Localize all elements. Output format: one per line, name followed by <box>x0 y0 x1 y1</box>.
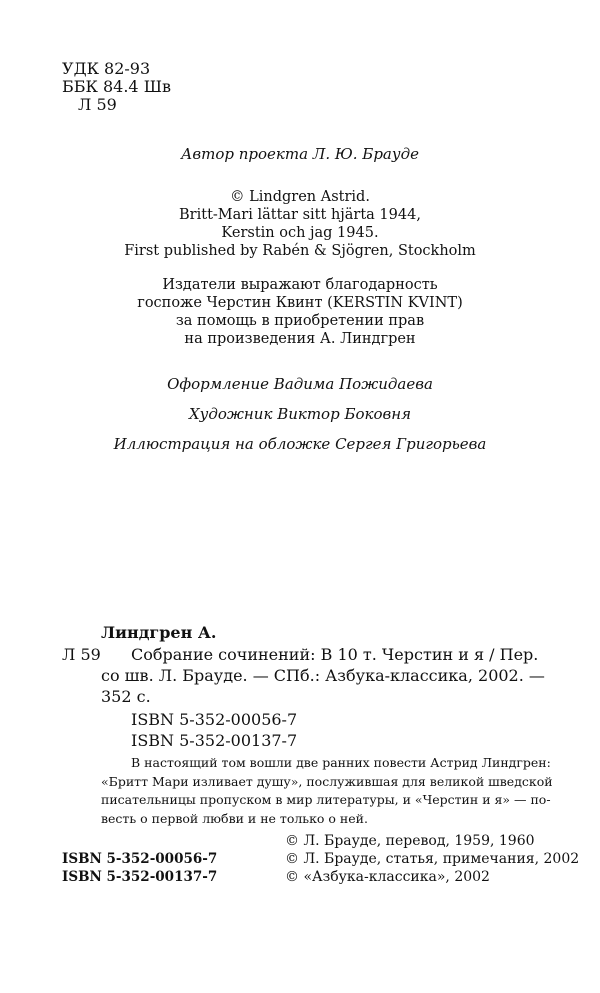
catalog-entry-line: со шв. Л. Брауде. — СПб.: Азбука-классика, 2002. — <box>101 666 545 685</box>
acknowledgement-block <box>0 276 600 348</box>
annotation-line: «Бритт Мари изливает душу», послужившая для великой шведской <box>101 773 553 789</box>
author-mark: Л 59 <box>78 95 117 114</box>
bottom-copyright-block <box>285 832 579 886</box>
copyright-line: © Л. Брауде, перевод, 1959, 1960 <box>285 833 535 849</box>
copyright-original-line: Britt-Mari lättar sitt hjärta 1944, <box>179 207 421 223</box>
catalog-entry-line: 352 с. <box>101 687 151 706</box>
acknowledgement-line: Издатели выражают благодарность <box>162 277 438 293</box>
catalog-entry-line: Собрание сочинений: В 10 т. Черстин и я / Пер. <box>131 645 539 664</box>
copyright-original-block <box>0 188 600 260</box>
annotation-line: В настоящий том вошли две ранних повести Астрид Линдгрен: <box>131 755 551 770</box>
artist-credit: Художник Виктор Боковня <box>188 405 412 423</box>
bottom-isbn: ISBN 5-352-00056-7 <box>62 851 218 867</box>
copyright-original-line: First published by Rabén & Sjögren, Stockholm <box>124 243 476 259</box>
catalog-isbn: ISBN 5-352-00137-7 <box>131 731 298 750</box>
catalog-isbn: ISBN 5-352-00056-7 <box>131 710 298 729</box>
udk-code: УДК 82-93 <box>62 59 151 78</box>
catalog-author: Линдгрен А. <box>101 623 217 642</box>
catalog-annotation <box>101 754 553 828</box>
annotation-line: весть о первой любви и не только о ней. <box>101 810 368 826</box>
acknowledgement-line: за помощь в приобретении прав <box>175 313 425 329</box>
bbk-code: ББК 84.4 Шв <box>62 77 171 96</box>
project-author: Автор проекта Л. Ю. Брауде <box>181 145 419 163</box>
cover-credit: Иллюстрация на обложке Сергея Григорьева <box>113 435 487 453</box>
copyright-original-line: Kerstin och jag 1945. <box>221 225 379 241</box>
catalog-mark: Л 59 <box>62 645 101 664</box>
bottom-isbn: ISBN 5-352-00137-7 <box>62 869 218 885</box>
copyright-line: © «Азбука-классика», 2002 <box>285 869 490 885</box>
annotation-line: писательницы пропуском в мир литературы, и «Черстин и я» — по- <box>101 792 551 807</box>
copyright-line: © Л. Брауде, статья, примечания, 2002 <box>285 851 580 867</box>
bottom-isbn-block <box>62 850 217 886</box>
copyright-original-line: © Lindgren Astrid. <box>230 189 370 205</box>
acknowledgement-line: на произведения А. Линдгрен <box>184 331 416 347</box>
acknowledgement-line: госпоже Черстин Квинт (KERSTIN KVINT) <box>137 295 463 311</box>
design-credit: Оформление Вадима Пожидаева <box>167 375 433 393</box>
